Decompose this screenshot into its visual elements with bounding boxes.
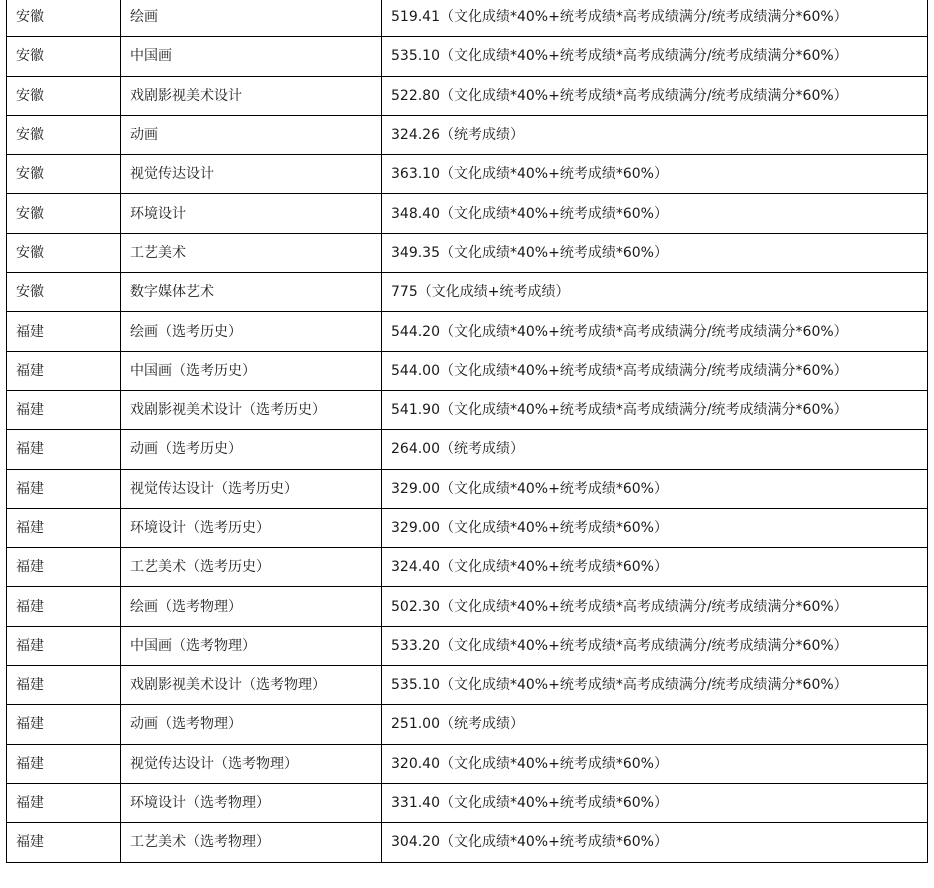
score-cell: 533.20（文化成绩*40%+统考成绩*高考成绩满分/统考成绩满分*60%） xyxy=(382,626,928,665)
score-cell: 544.20（文化成绩*40%+统考成绩*高考成绩满分/统考成绩满分*60%） xyxy=(382,312,928,351)
province-cell: 福建 xyxy=(7,823,121,862)
score-cell: 331.40（文化成绩*40%+统考成绩*60%） xyxy=(382,783,928,822)
table-row xyxy=(7,0,928,37)
table-row xyxy=(7,194,928,233)
table-row xyxy=(7,430,928,469)
province-cell: 福建 xyxy=(7,666,121,705)
province-cell: 福建 xyxy=(7,626,121,665)
table-row xyxy=(7,666,928,705)
major-cell: 戏剧影视美术设计（选考历史） xyxy=(121,390,382,429)
score-cell: 251.00（统考成绩） xyxy=(382,705,928,744)
score-cell: 304.20（文化成绩*40%+统考成绩*60%） xyxy=(382,823,928,862)
table-row xyxy=(7,312,928,351)
table-row xyxy=(7,351,928,390)
major-cell: 工艺美术（选考物理） xyxy=(121,823,382,862)
score-cell: 348.40（文化成绩*40%+统考成绩*60%） xyxy=(382,194,928,233)
major-cell: 中国画（选考历史） xyxy=(121,351,382,390)
province-cell: 福建 xyxy=(7,744,121,783)
major-cell: 动画 xyxy=(121,115,382,154)
major-cell: 戏剧影视美术设计 xyxy=(121,76,382,115)
major-cell: 视觉传达设计（选考历史） xyxy=(121,469,382,508)
table-row xyxy=(7,705,928,744)
score-cell: 541.90（文化成绩*40%+统考成绩*高考成绩满分/统考成绩满分*60%） xyxy=(382,390,928,429)
province-cell: 福建 xyxy=(7,390,121,429)
table-row xyxy=(7,587,928,626)
province-cell: 福建 xyxy=(7,587,121,626)
province-cell: 安徽 xyxy=(7,273,121,312)
major-cell: 环境设计 xyxy=(121,194,382,233)
score-cell: 324.40（文化成绩*40%+统考成绩*60%） xyxy=(382,548,928,587)
table-row xyxy=(7,508,928,547)
major-cell: 视觉传达设计 xyxy=(121,155,382,194)
major-cell: 绘画（选考历史） xyxy=(121,312,382,351)
score-cell: 324.26（统考成绩） xyxy=(382,115,928,154)
major-cell: 工艺美术（选考历史） xyxy=(121,548,382,587)
table-row xyxy=(7,469,928,508)
score-cell: 775（文化成绩+统考成绩） xyxy=(382,273,928,312)
table-row xyxy=(7,626,928,665)
table-row xyxy=(7,155,928,194)
score-cell: 363.10（文化成绩*40%+统考成绩*60%） xyxy=(382,155,928,194)
score-cell: 320.40（文化成绩*40%+统考成绩*60%） xyxy=(382,744,928,783)
province-cell: 福建 xyxy=(7,508,121,547)
score-cell: 349.35（文化成绩*40%+统考成绩*60%） xyxy=(382,233,928,272)
table-body xyxy=(7,0,928,862)
major-cell: 绘画（选考物理） xyxy=(121,587,382,626)
table-row xyxy=(7,390,928,429)
province-cell: 安徽 xyxy=(7,115,121,154)
table-row xyxy=(7,76,928,115)
province-cell: 福建 xyxy=(7,351,121,390)
table-row xyxy=(7,548,928,587)
major-cell: 数字媒体艺术 xyxy=(121,273,382,312)
score-cell: 522.80（文化成绩*40%+统考成绩*高考成绩满分/统考成绩满分*60%） xyxy=(382,76,928,115)
score-cell: 329.00（文化成绩*40%+统考成绩*60%） xyxy=(382,469,928,508)
province-cell: 安徽 xyxy=(7,155,121,194)
major-cell: 视觉传达设计（选考物理） xyxy=(121,744,382,783)
admission-score-table xyxy=(6,0,928,863)
score-cell: 502.30（文化成绩*40%+统考成绩*高考成绩满分/统考成绩满分*60%） xyxy=(382,587,928,626)
table-row xyxy=(7,744,928,783)
province-cell: 安徽 xyxy=(7,233,121,272)
province-cell: 福建 xyxy=(7,783,121,822)
table-row xyxy=(7,273,928,312)
table-row xyxy=(7,115,928,154)
major-cell: 中国画 xyxy=(121,37,382,76)
major-cell: 绘画 xyxy=(121,0,382,37)
score-cell: 264.00（统考成绩） xyxy=(382,430,928,469)
major-cell: 动画（选考历史） xyxy=(121,430,382,469)
score-cell: 544.00（文化成绩*40%+统考成绩*高考成绩满分/统考成绩满分*60%） xyxy=(382,351,928,390)
province-cell: 安徽 xyxy=(7,76,121,115)
province-cell: 安徽 xyxy=(7,194,121,233)
score-cell: 535.10（文化成绩*40%+统考成绩*高考成绩满分/统考成绩满分*60%） xyxy=(382,37,928,76)
score-cell: 519.41（文化成绩*40%+统考成绩*高考成绩满分/统考成绩满分*60%） xyxy=(382,0,928,37)
major-cell: 环境设计（选考物理） xyxy=(121,783,382,822)
table-row xyxy=(7,783,928,822)
province-cell: 安徽 xyxy=(7,0,121,37)
province-cell: 安徽 xyxy=(7,37,121,76)
province-cell: 福建 xyxy=(7,430,121,469)
table-row xyxy=(7,233,928,272)
table-row xyxy=(7,37,928,76)
province-cell: 福建 xyxy=(7,469,121,508)
major-cell: 动画（选考物理） xyxy=(121,705,382,744)
province-cell: 福建 xyxy=(7,312,121,351)
major-cell: 环境设计（选考历史） xyxy=(121,508,382,547)
major-cell: 中国画（选考物理） xyxy=(121,626,382,665)
province-cell: 福建 xyxy=(7,548,121,587)
score-cell: 535.10（文化成绩*40%+统考成绩*高考成绩满分/统考成绩满分*60%） xyxy=(382,666,928,705)
table-row xyxy=(7,823,928,862)
major-cell: 戏剧影视美术设计（选考物理） xyxy=(121,666,382,705)
major-cell: 工艺美术 xyxy=(121,233,382,272)
score-cell: 329.00（文化成绩*40%+统考成绩*60%） xyxy=(382,508,928,547)
province-cell: 福建 xyxy=(7,705,121,744)
